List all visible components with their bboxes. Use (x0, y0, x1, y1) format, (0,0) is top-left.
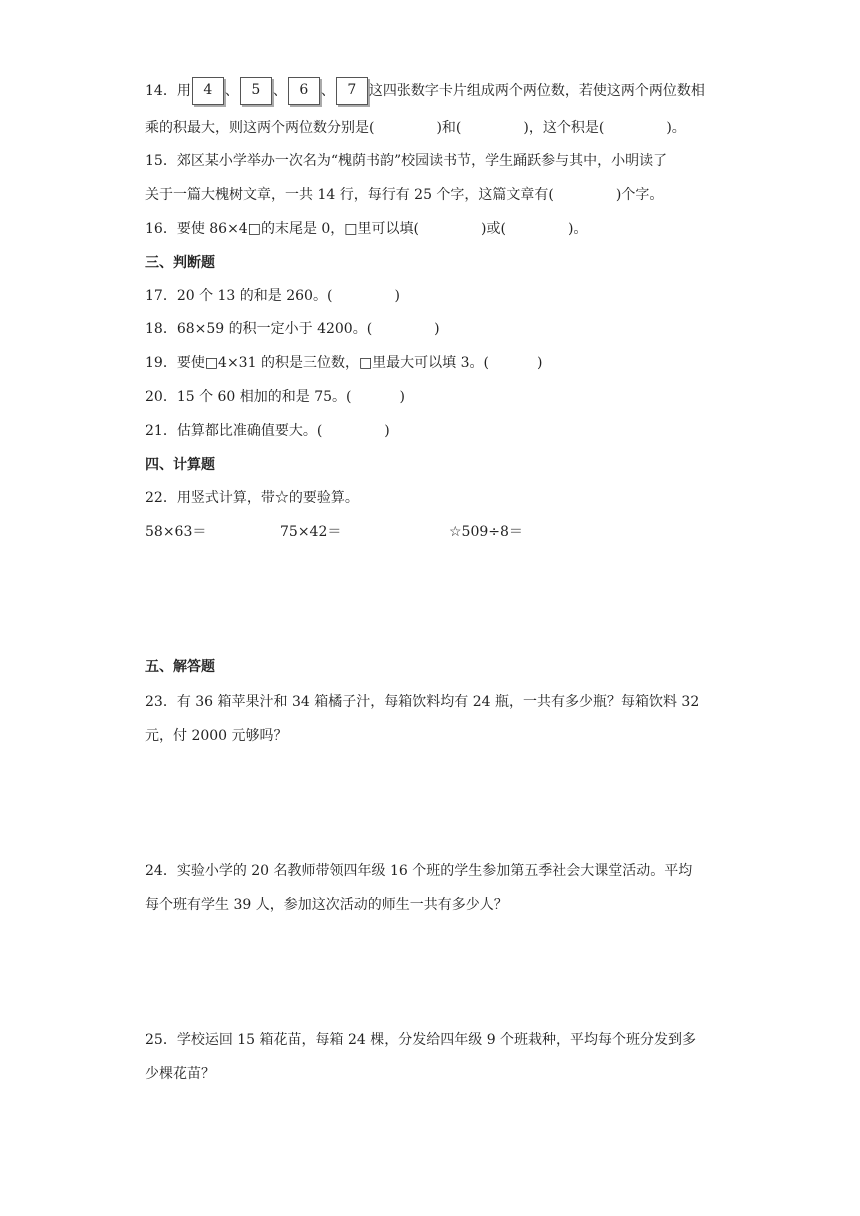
q14-text-d: )。 (666, 120, 686, 136)
q19-close: ) (537, 355, 543, 371)
question-25-line-1: 25．学校运回 15 箱花苗，每箱 24 棵，分发给四年级 9 个班栽种，平均每个班分发到多 (145, 1032, 697, 1048)
question-23-line-1: 23．有 36 箱苹果汁和 34 箱橘子汁，每箱饮料均有 24 瓶，一共有多少瓶？每箱饮料 32 (145, 694, 700, 710)
question-15-line-2 (145, 185, 663, 205)
question-22: 22．用竖式计算，带☆的要验算。 (145, 490, 359, 506)
digit-card-7: 7 (336, 77, 368, 105)
calc-item-3: ☆509÷8＝ (449, 524, 523, 540)
question-21 (145, 421, 390, 441)
q18-close: ) (434, 321, 440, 337)
separator: 、 (224, 83, 239, 99)
q15-text-a: 关于一篇大槐树文章，一共 14 行，每行有 25 个字，这篇文章有( (145, 187, 554, 203)
q16-text-b: )或( (481, 221, 506, 237)
q19-text: 19．要使□4×31 的积是三位数，□里最大可以填 3。( (145, 355, 489, 371)
q14-suffix: 这四张数字卡片组成两个两位数，若使这两个两位数相 (368, 83, 705, 99)
digit-card-6: 6 (288, 77, 320, 105)
question-15-line-1: 15．郊区某小学举办一次名为“槐荫书韵”校园读书节，学生踊跃参与其中，小明读了 (145, 153, 668, 169)
question-24-line-2: 每个班有学生 39 人，参加这次活动的师生一共有多少人？ (145, 897, 508, 913)
q14-text-c: )，这个积是( (523, 120, 605, 136)
question-23-line-2: 元，付 2000 元够吗？ (145, 728, 288, 744)
question-20 (145, 387, 405, 407)
question-18 (145, 319, 440, 339)
question-25-line-2: 少棵花苗？ (145, 1066, 215, 1082)
q14-text-b: )和( (436, 120, 462, 136)
q16-text-a: 16．要使 86×4□的末尾是 0，□里可以填( (145, 221, 419, 237)
q15-text-b: )个字。 (615, 187, 664, 203)
q14-text-a: 乘的积最大，则这两个两位数分别是( (145, 120, 375, 136)
question-19 (145, 353, 542, 373)
digit-card-4: 4 (192, 77, 224, 105)
q21-close: ) (384, 423, 390, 439)
calc-item-1: 58×63＝ (145, 524, 207, 540)
q17-text: 17．20 个 13 的和是 260。( (145, 288, 333, 304)
q20-text: 20．15 个 60 相加的和是 75。( (145, 389, 352, 405)
question-16 (145, 219, 587, 239)
question-24-line-1: 24．实验小学的 20 名教师带领四年级 16 个班的学生参加第五季社会大课堂活动。平均 (145, 863, 693, 879)
q18-text: 18．68×59 的积一定小于 4200。( (145, 321, 373, 337)
q21-text: 21．估算都比准确值要大。( (145, 423, 323, 439)
digit-card-5: 5 (240, 77, 272, 105)
section-heading-calculation: 四、计算题 (145, 457, 215, 473)
question-14-line-2 (145, 118, 686, 138)
separator: 、 (272, 83, 287, 99)
q20-close: ) (399, 389, 405, 405)
q17-close: ) (394, 288, 400, 304)
question-17 (145, 286, 400, 306)
section-heading-answer: 五、解答题 (145, 659, 215, 675)
question-14-line-1 (145, 77, 705, 105)
q16-text-c: )。 (567, 221, 588, 237)
calc-item-2: 75×42＝ (280, 524, 342, 540)
q14-prefix: 14．用 (145, 83, 191, 99)
separator: 、 (320, 83, 335, 99)
section-heading-judgement: 三、判断题 (145, 255, 215, 271)
